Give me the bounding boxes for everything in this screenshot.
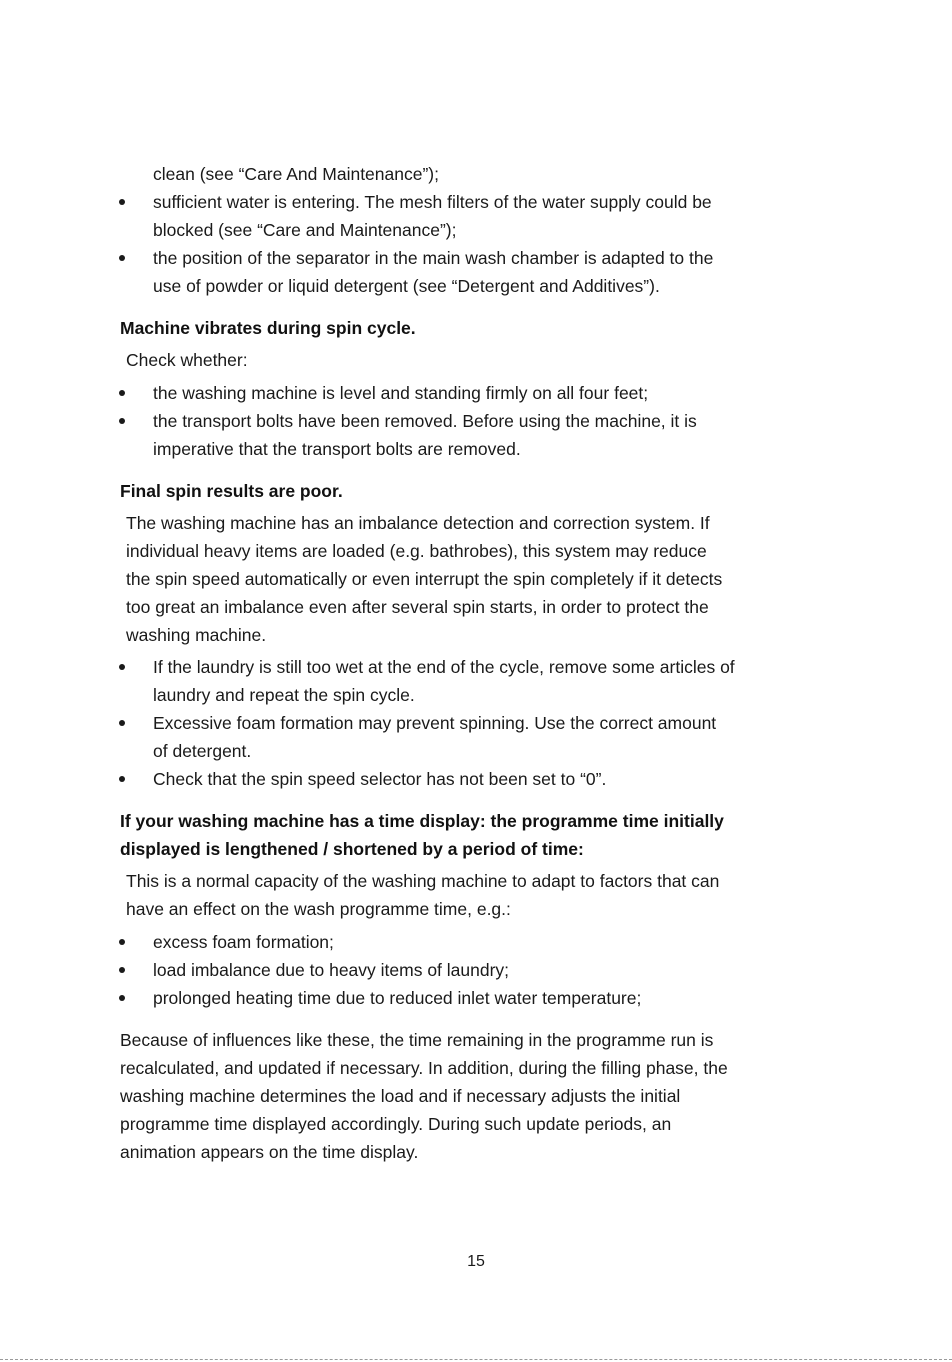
list-item: excess foam formation; [153,932,334,952]
list-item-continuation: laundry and repeat the spin cycle. [153,685,415,705]
list-item-continuation: of detergent. [153,741,252,761]
list-item: If the laundry is still too wet at the end of the cycle, remove some articles of [153,657,735,677]
bullet-icon [119,939,125,945]
section-heading-spin-results: Final spin results are poor. [120,481,343,501]
list-item: sufficient water is entering. The mesh filters of the water supply could be [153,192,712,212]
list-item-continuation: clean (see “Care And Maintenance”); [153,164,439,184]
paragraph-line: the spin speed automatically or even interrupt the spin completely if it detects [126,569,723,589]
bullet-icon [119,255,125,261]
section-heading-vibrates: Machine vibrates during spin cycle. [120,318,416,338]
paragraph-line: recalculated, and updated if necessary. In addition, during the filling phase, the [120,1058,728,1078]
list-item-continuation: blocked (see “Care and Maintenance”); [153,220,457,240]
list-item: prolonged heating time due to reduced inlet water temperature; [153,988,642,1008]
page-number: 15 [467,1253,485,1270]
paragraph-line: too great an imbalance even after several spin starts, in order to protect the [126,597,709,617]
bullet-icon [119,720,125,726]
paragraph-line: animation appears on the time display. [120,1142,419,1162]
paragraph-line: programme time displayed accordingly. During such update periods, an [120,1114,672,1134]
bullet-icon [119,967,125,973]
paragraph-line: individual heavy items are loaded (e.g. bathrobes), this system may reduce [126,541,707,561]
bullet-icon [119,199,125,205]
paragraph-line: Check whether: [126,350,248,370]
bottom-divider [0,1359,952,1360]
paragraph-line: This is a normal capacity of the washing machine to adapt to factors that can [126,871,720,891]
section-heading-time-display-continued: displayed is lengthened / shortened by a period of time: [120,839,584,859]
section-heading-time-display: If your washing machine has a time display: the programme time initially [120,811,724,831]
list-item: the transport bolts have been removed. Before using the machine, it is [153,411,697,431]
list-item: the position of the separator in the main wash chamber is adapted to the [153,248,714,268]
paragraph-line: washing machine determines the load and if necessary adjusts the initial [120,1086,681,1106]
list-item-continuation: use of powder or liquid detergent (see “Detergent and Additives”). [153,276,660,296]
list-item: Check that the spin speed selector has not been set to “0”. [153,769,607,789]
bullet-icon [119,390,125,396]
bullet-icon [119,995,125,1001]
list-item: Excessive foam formation may prevent spinning. Use the correct amount [153,713,717,733]
list-item: the washing machine is level and standing firmly on all four feet; [153,383,649,403]
bullet-icon [119,776,125,782]
paragraph-line: The washing machine has an imbalance detection and correction system. If [126,513,710,533]
bullet-icon [119,664,125,670]
paragraph-line: washing machine. [126,625,267,645]
list-item-continuation: imperative that the transport bolts are removed. [153,439,521,459]
bullet-icon [119,418,125,424]
list-item: load imbalance due to heavy items of laundry; [153,960,510,980]
paragraph-line: have an effect on the wash programme time, e.g.: [126,899,511,919]
paragraph-line: Because of influences like these, the time remaining in the programme run is [120,1030,714,1050]
